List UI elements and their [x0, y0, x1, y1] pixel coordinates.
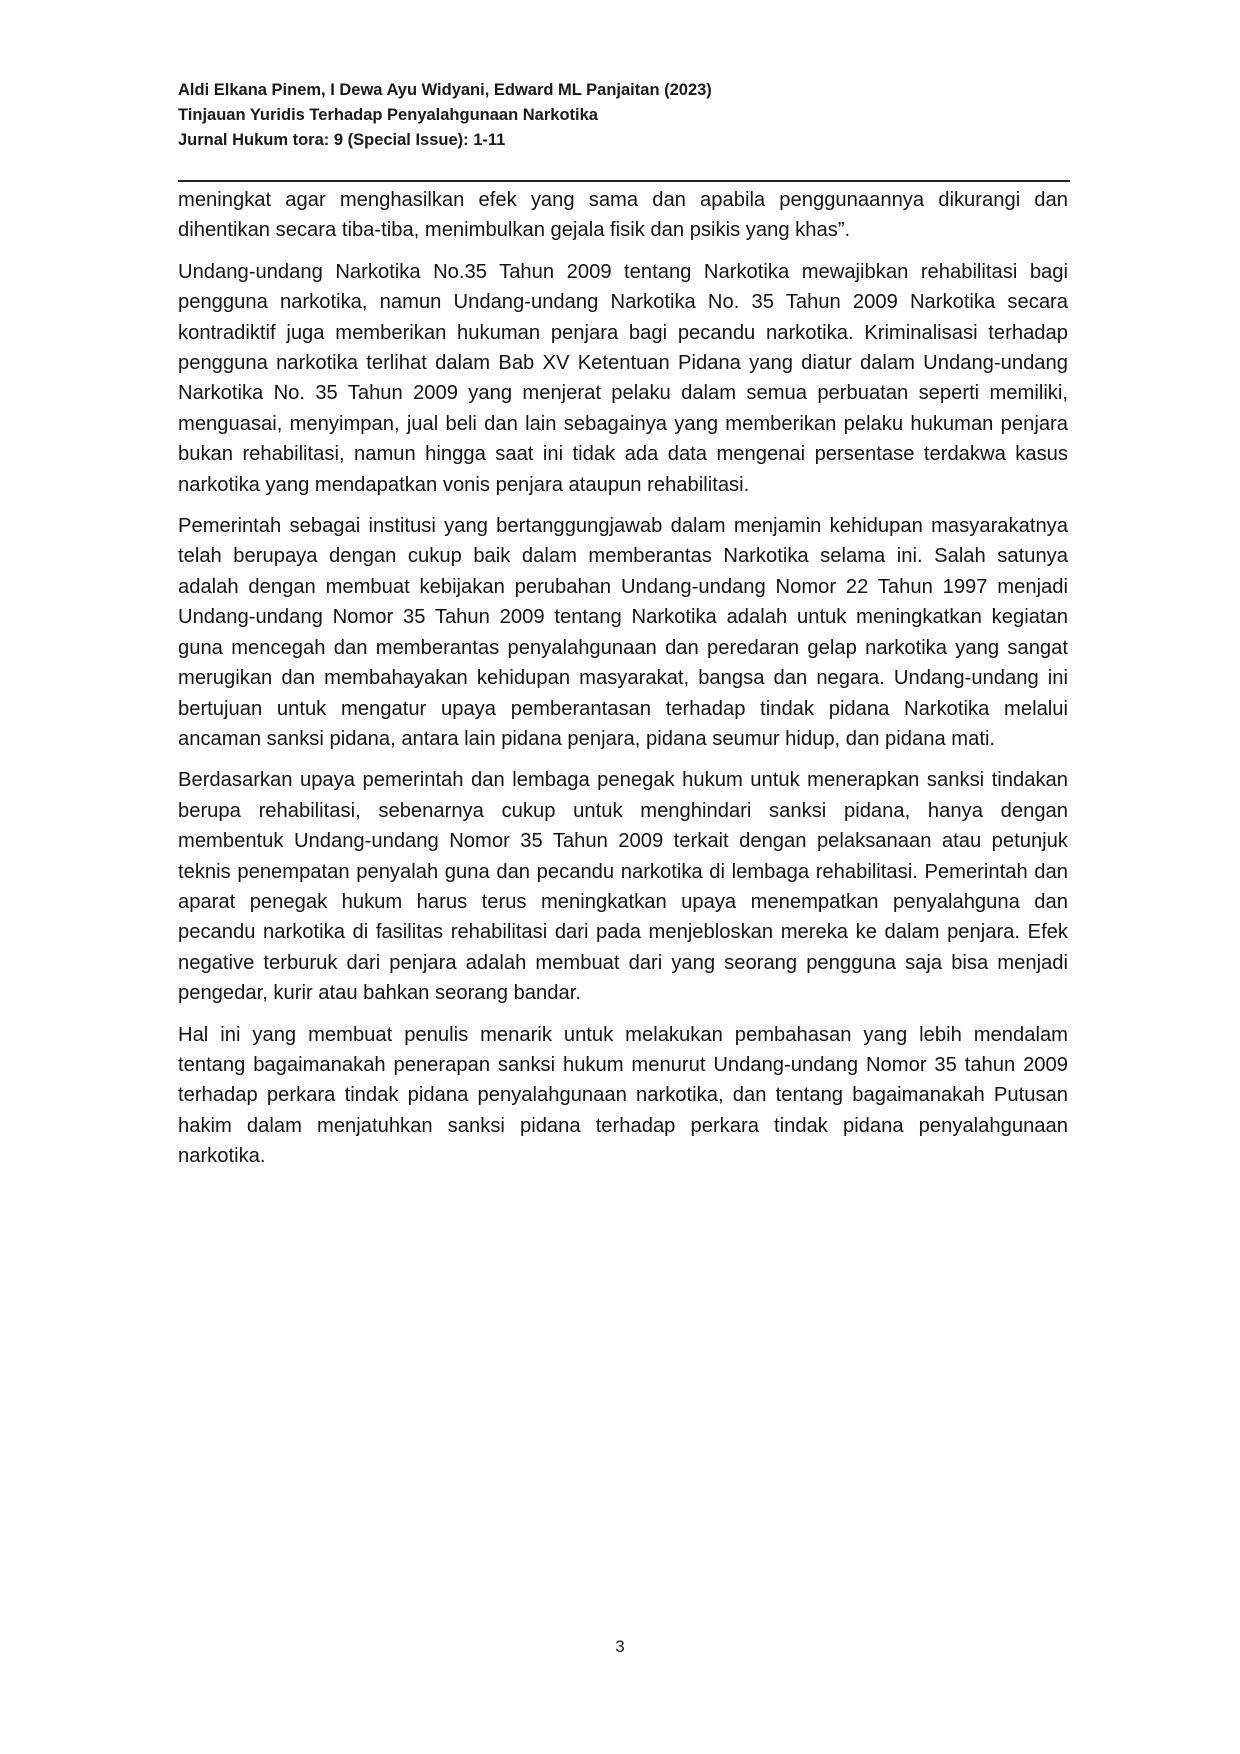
header-article-title: Tinjauan Yuridis Terhadap Penyalahgunaan Narkotika — [178, 106, 598, 124]
body-text — [178, 185, 1068, 1183]
paragraph-hal-ini: Hal ini yang membuat penulis menarik untuk melakukan pembahasan yang lebih mendalam tentang bagaimanakah penerapan sanksi hukum menurut Undang-undang Nomor 35 tahun 2009 terhadap perkara tindak pidana penyalahgunaan narkotika, dan tentang bagaimanakah Putusan hakim dalam menjatuhkan sanksi pidana terhadap perkara tindak pidana penyalahgunaan narkotika. — [178, 1023, 1068, 1168]
paragraph-undang-undang-narkotika: Undang-undang Narkotika No.35 Tahun 2009 tentang Narkotika mewajibkan rehabilitasi bagi pengguna narkotika, namun Undang-undang Narkotika No. 35 Tahun 2009 Narkotika secara kontradiktif juga memberikan hukuman penjara bagi pecandu narkotika. Kriminalisasi terhadap pengguna narkotika terlihat dalam Bab XV Ketentuan Pidana yang diatur dalam Undang-undang Narkotika No. 35 Tahun 2009 yang menjerat pelaku dalam semua perbuatan seperti memiliki, menguasai, menyimpan, jual beli dan lain sebagainya yang memberikan pelaku hukuman penjara bukan rehabilitasi, namun hingga saat ini tidak ada data mengenai persentase terdakwa kasus narkotika yang mendapatkan vonis penjara ataupun rehabilitasi. — [178, 260, 1068, 496]
paragraph-continuation: meningkat agar menghasilkan efek yang sama dan apabila penggunaannya dikurangi dan dihentikan secara tiba-tiba, menimbulkan gejala fisik dan psikis yang khas”. — [178, 189, 1068, 242]
header-journal-citation: Jurnal Hukum tora: 9 (Special Issue): 1-11 — [178, 131, 506, 149]
page-number: 3 — [615, 1637, 625, 1656]
header-authors: Aldi Elkana Pinem, I Dewa Ayu Widyani, Edward ML Panjaitan (2023) — [178, 81, 712, 99]
running-header — [178, 78, 1068, 153]
header-divider — [178, 180, 1070, 182]
paragraph-pemerintah: Pemerintah sebagai institusi yang bertanggungjawab dalam menjamin kehidupan masyarakatnya telah berupaya dengan cukup baik dalam memberantas Narkotika selama ini. Salah satunya adalah dengan membuat kebijakan perubahan Undang-undang Nomor 22 Tahun 1997 menjadi Undang-undang Nomor 35 Tahun 2009 tentang Narkotika adalah untuk meningkatkan kegiatan guna mencegah dan memberantas penyalahgunaan dan peredaran gelap narkotika yang sangat merugikan dan membahayakan kehidupan masyarakat, bangsa dan negara. Undang-undang ini bertujuan untuk mengatur upaya pemberantasan terhadap tindak pidana Narkotika melalui ancaman sanksi pidana, antara lain pidana penjara, pidana seumur hidup, dan pidana mati. — [178, 515, 1068, 750]
paragraph-berdasarkan: Berdasarkan upaya pemerintah dan lembaga penegak hukum untuk menerapkan sanksi tindakan berupa rehabilitasi, sebenarnya cukup untuk menghindari sanksi pidana, hanya dengan membentuk Undang-undang Nomor 35 Tahun 2009 terkait dengan pelaksanaan atau petunjuk teknis penempatan penyalah guna dan pecandu narkotika di lembaga rehabilitasi. Pemerintah dan aparat penegak hukum harus terus meningkatkan upaya menempatkan penyalahguna dan pecandu narkotika di fasilitas rehabilitasi dari pada menjebloskan mereka ke dalam penjara. Efek negative terburuk dari penjara adalah membuat dari yang seorang pengguna saja bisa menjadi pengedar, kurir atau bahkan seorang bandar. — [178, 769, 1068, 1005]
